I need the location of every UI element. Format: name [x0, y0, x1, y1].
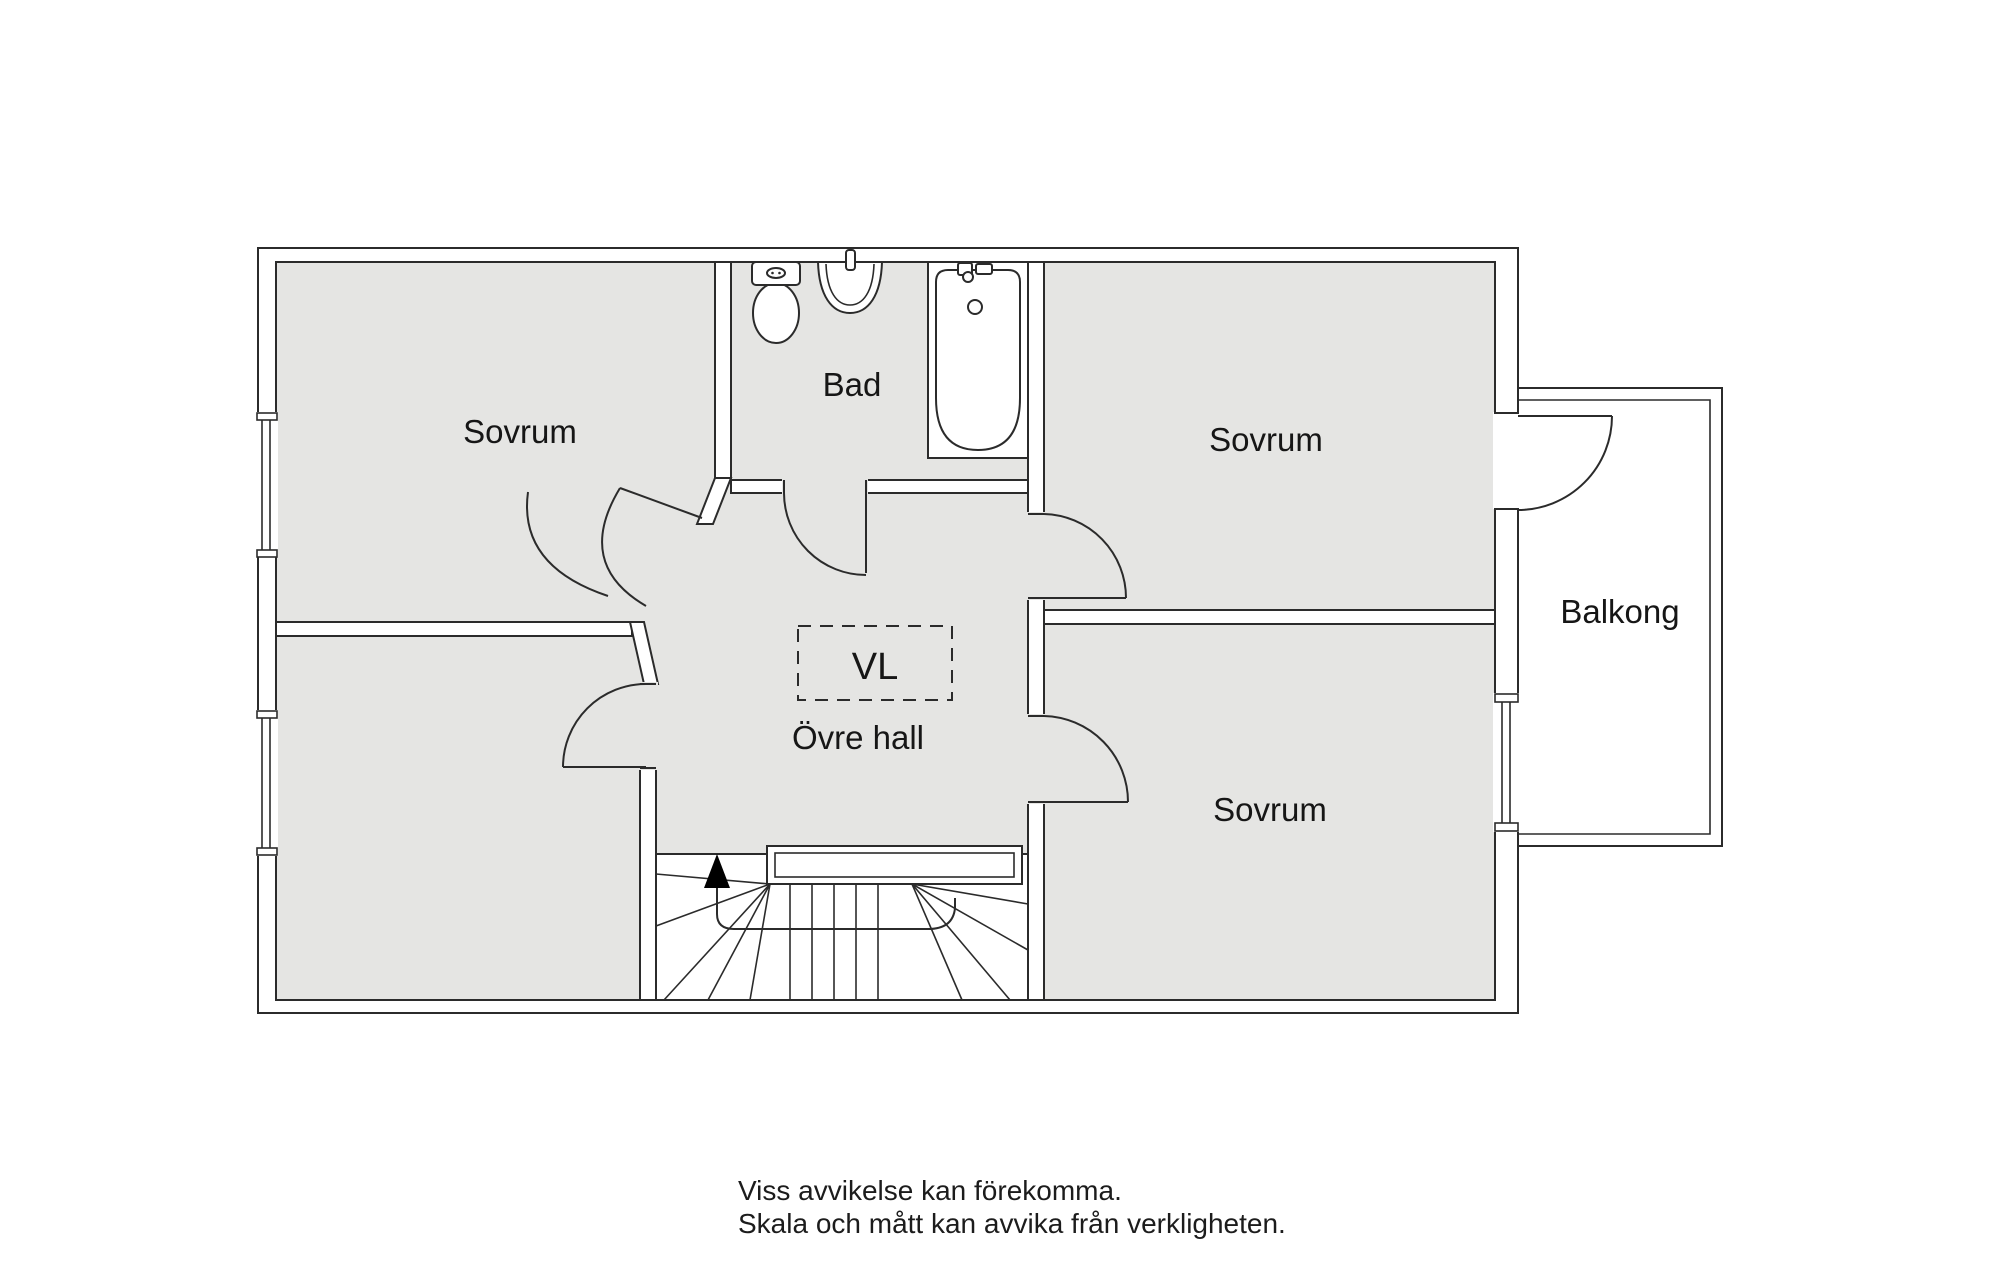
wall-right-rooms-divider	[1044, 610, 1495, 624]
wall-sovrumTL-bottom	[276, 622, 632, 636]
label-sovrum-top-right: Sovrum	[1209, 421, 1323, 458]
balcony-door-opening	[1493, 412, 1520, 509]
bathtub-icon	[928, 262, 1028, 458]
wall-sovrumTL-bad	[715, 262, 731, 480]
label-ovre-hall: Övre hall	[791, 719, 925, 756]
footer-disclaimer-line2: Skala och mått kan avvika från verkligheten.	[738, 1208, 1286, 1239]
label-sovrum-top-left: Sovrum	[463, 413, 577, 450]
window-left-top-icon	[255, 412, 278, 557]
wall-hall-right	[1028, 262, 1044, 1000]
door-opening-bad	[782, 478, 868, 495]
stairs	[656, 846, 1028, 1000]
door-opening-sovrum-tr	[1026, 512, 1046, 600]
wall-bad-bottom	[731, 480, 1028, 493]
window-left-bottom-icon	[255, 710, 278, 856]
label-bad: Bad	[822, 366, 882, 403]
door-opening-bottomleft-room	[638, 682, 658, 770]
toilet-icon	[752, 262, 800, 343]
label-sovrum-bottom-right: Sovrum	[1213, 791, 1327, 828]
window-right-icon	[1493, 693, 1520, 832]
label-vl: VL	[851, 646, 899, 688]
footer-disclaimer-line1: Viss avvikelse kan förekomma.	[738, 1175, 1122, 1206]
door-opening-sovrum-br	[1026, 714, 1046, 804]
label-balkong: Balkong	[1560, 593, 1680, 630]
